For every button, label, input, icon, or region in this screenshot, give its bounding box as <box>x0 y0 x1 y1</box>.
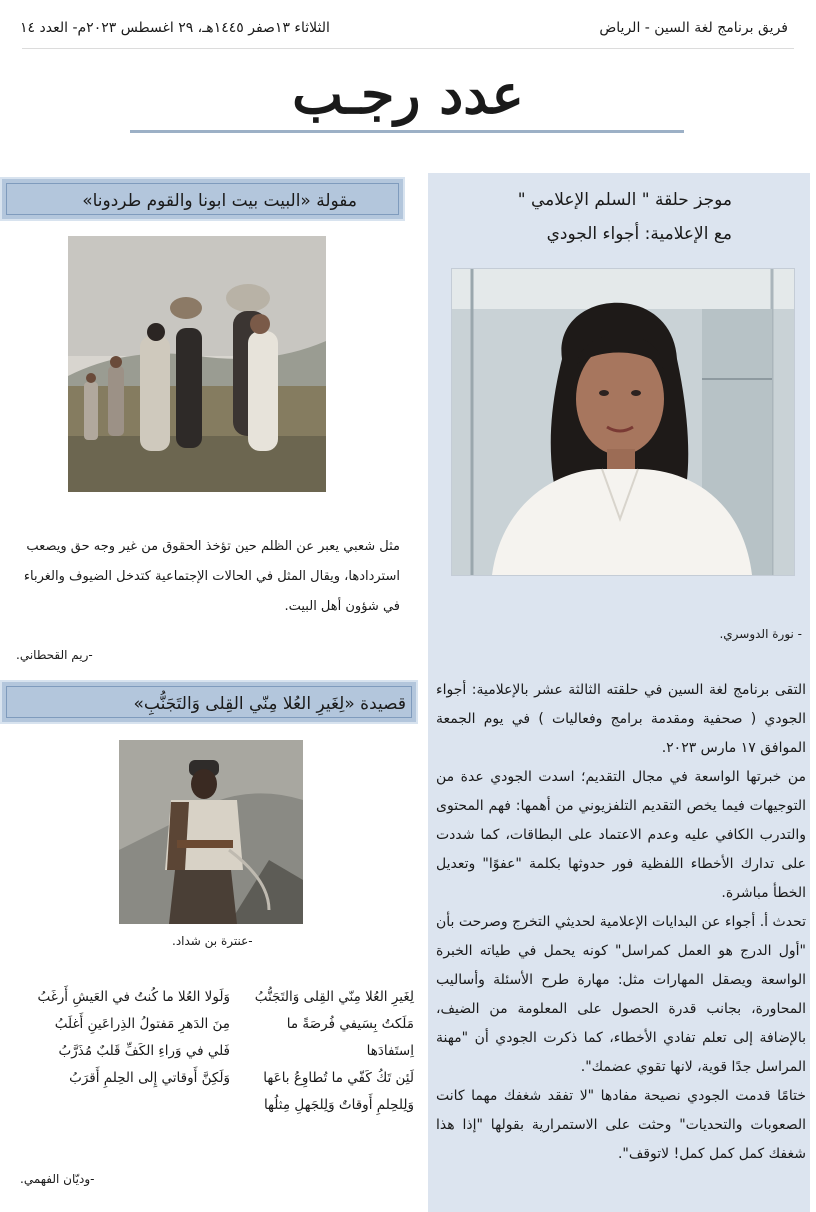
masthead-rule <box>130 130 684 133</box>
poem-credit: -وديّان الفهمي. <box>20 1172 95 1186</box>
poet-image <box>119 740 303 924</box>
poem-right-column <box>246 984 414 1119</box>
poem-verse: مِنَ الدَهرِ مَفتولُ الذِراعَينِ أَغلَبُ <box>54 1016 230 1032</box>
poet-caption: -عنترة بن شداد. <box>172 934 253 948</box>
guest-photo-illustration <box>452 269 794 575</box>
saying-text: مثل شعبي يعبر عن الظلم حين تؤخذ الحقوق من غير وجه حق ويصعب استردادها، ويقال المثل في الحالات الإجتماعية كتدخل الضيوف والغرباء في شؤون أهل البيت. <box>23 539 400 614</box>
header-divider <box>22 48 794 49</box>
article-paragraph: ختامًا قدمت الجودي نصيحة مفادها "لا تفقد شغفك مهما كانت الصعوبات والتحديات" وحثت على الاستمرارية بقولها "إذا هذا شغفك كمل كمل كمل! لاتوقف". <box>436 1088 806 1162</box>
photo-credit: - نورة الدوسري. <box>719 627 802 641</box>
poem-verse: فَلي في وَراءِ الكَفِّ قَلبٌ مُذَرَّبُ <box>58 1043 230 1059</box>
article-paragraph: من خبرتها الواسعة في مجال التقديم؛ اسدت الجودي عدة من التوجيهات فيما يخص التقديم التلفزيوني من أهمها: فهم المحتوى والتدرب الكافي عليه وعدم الاعتماد على البطاقات، كما شددت على تدارك الأخطاء اللفظية فور حدوثها بكلمة "عفوًا" وتعديل الخطأ مباشرة. <box>436 769 806 901</box>
interview-title-line1: موجز حلقة " السلم الإعلامي " <box>517 190 732 210</box>
saying-title-bar <box>0 177 405 221</box>
saying-credit: -ريم القحطاني. <box>16 648 93 662</box>
poem-verse: مَلَكتُ بِسَيفي فُرصَةً ما اِستَفادَها <box>286 1016 414 1059</box>
interview-heading <box>518 183 732 251</box>
poem-verse: لَئِن تَكُ كَفّي ما تُطاوِعُ باعَها <box>263 1070 414 1086</box>
article-paragraph: تحدث أ. أجواء عن البدايات الإعلامية لحديثي التخرج وصرحت بأن "أول الدرج هو العمل كمراسل" كونه يحمل في طياته الخبرة الواسعة ويصقل المهارات مثل: مهارة طرح الأسئلة وأساليب المحاورة، بجانب قدرة الحصول على المعلومة من الضيف، بالإضافة إلى تعلم تفادي الأخطاء، كما ذكرت الجودي أن "مهنة المراسل جدًا قوية، لانها تقوي عضمك". <box>436 914 806 1075</box>
poem-left-column <box>8 984 230 1092</box>
guest-photo <box>451 268 795 576</box>
interview-article <box>436 676 806 1169</box>
article-paragraph: التقى برنامج لغة السين في حلقته الثالثة عشر بالإعلامية: أجواء الجودي ( صحفية ومقدمة برامج وفعاليات ) في يوم الجمعة الموافق ١٧ مارس ٢٠٢٣. <box>436 682 806 756</box>
saying-title: مقولة «البيت بيت ابونا والقوم طردونا» <box>82 191 357 211</box>
poem-verse: وَلَكِنَّ أَوقاتي إِلى الحِلمِ أَقرَبُ <box>69 1070 230 1086</box>
interview-title-line2: مع الإعلامية: أجواء الجودي <box>546 224 732 244</box>
poem-verse: وَلَولا العُلا ما كُنتُ في العَيشِ أَرغَبُ <box>37 989 230 1005</box>
poem-verse: لِغَيرِ العُلا مِنّي القِلى وَالتَجَنُّبُ <box>254 989 414 1005</box>
poet-image-illustration <box>119 740 303 924</box>
team-name: فريق برنامج لغة السين - الرياض <box>599 20 788 36</box>
poem-verse: وَلِلحِلمِ أَوقاتٌ وَلِلجَهلِ مِثلُها <box>263 1097 414 1113</box>
issue-date: الثلاثاء ١٣صفر ١٤٤٥هـ، ٢٩ اغسطس ٢٠٢٣م- العدد ١٤ <box>20 20 330 36</box>
poem-title-bar <box>0 680 418 724</box>
saying-image <box>68 236 326 492</box>
masthead-title: عدد رجـب <box>292 62 524 126</box>
poem-title: قصيدة «لِغَيرِ العُلا مِنّي القِلى وَالتَجَنُّبِ» <box>133 694 406 714</box>
saying-image-illustration <box>68 236 326 492</box>
